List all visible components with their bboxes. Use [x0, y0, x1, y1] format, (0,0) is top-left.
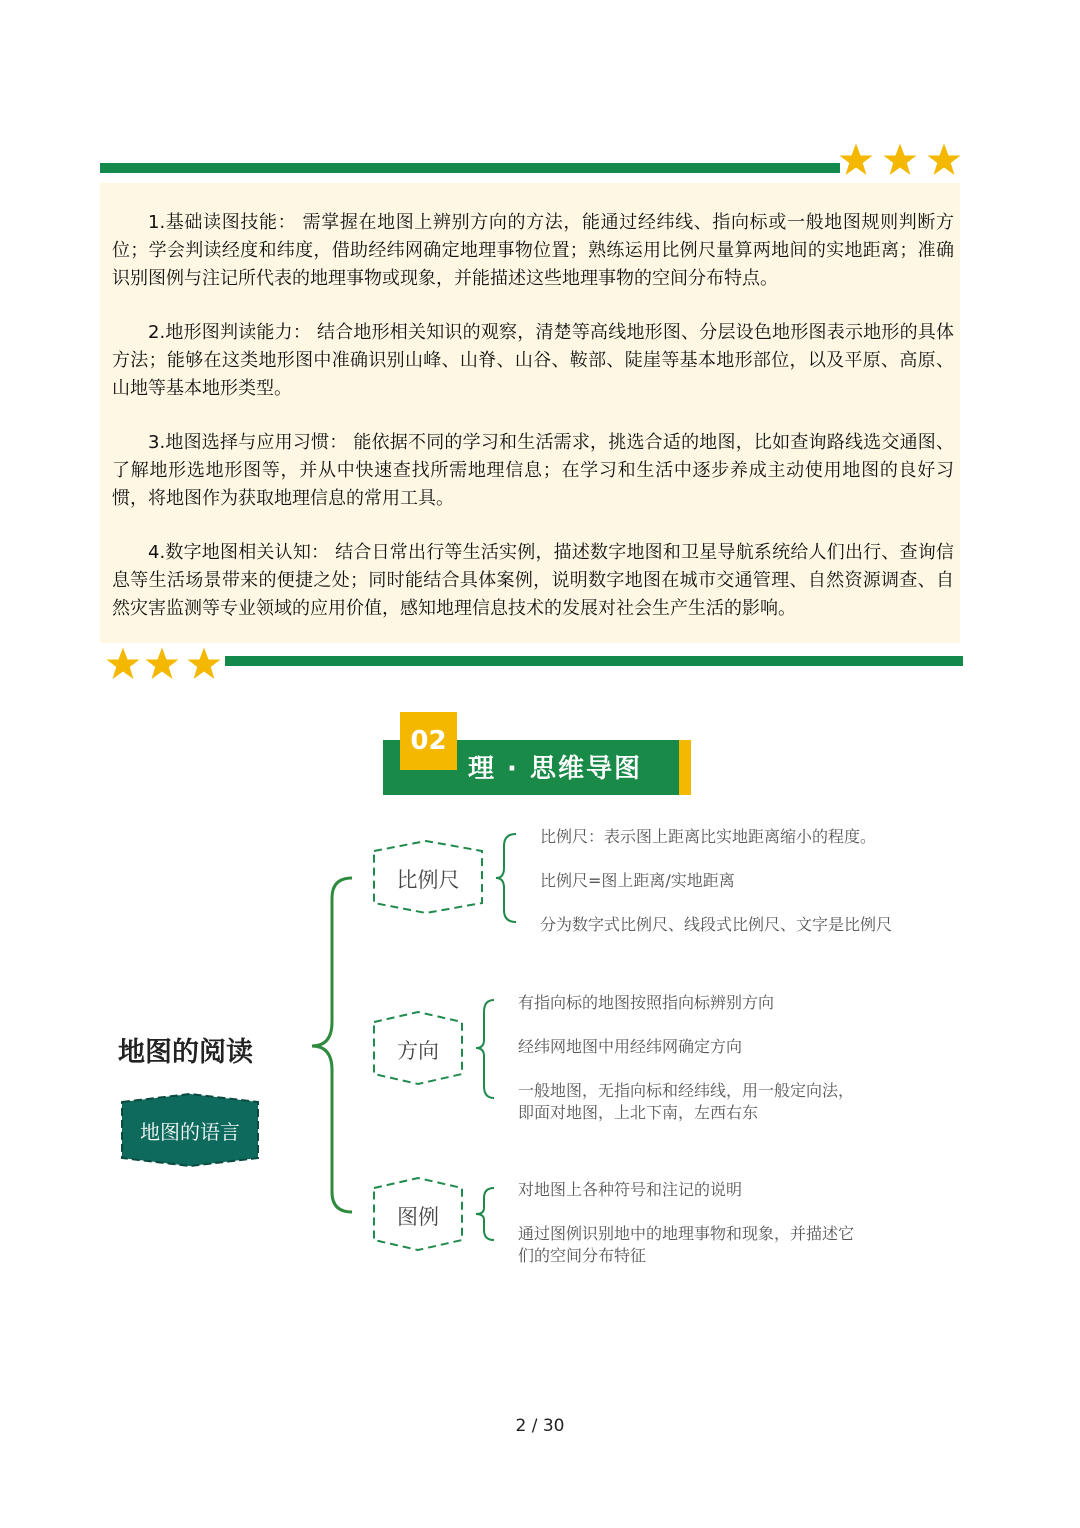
section-number: 02 [400, 712, 457, 770]
branch-item: 比例尺：表示图上距离比实地距离缩小的程度。 [540, 827, 877, 846]
objective-paragraph: 2.地形图判读能力： 结合地形相关知识的观察，清楚等高线地形图、分层设色地形图表示地形的具体方法；能够在这类地形图中准确识别山峰、山脊、山谷、鞍部、陡崖等基本地形部位，以及平原、高原、山地等基本地形类型。 [112, 322, 954, 399]
mindmap-tag: 地图的语言 [140, 1120, 240, 1144]
main-brace [312, 878, 352, 1212]
brace-legend [476, 1188, 494, 1240]
branch-item: 分为数字式比例尺、线段式比例尺、文字是比例尺 [540, 915, 893, 934]
objective-paragraph: 4.数字地图相关认知： 结合日常出行等生活实例，描述数字地图和卫星导航系统给人们出行、查询信息等生活场景带来的便捷之处；同时能结合具体案例，说明数字地图在城市交通管理、自然资源调查、自然灾害监测等专业领域的应用价值，感知地理信息技术的发展对社会生产生活的影响。 [112, 542, 954, 619]
brace-direction [476, 1000, 494, 1098]
branch-item: 通过图例识别地中的地理事物和现象，并描述它 [518, 1224, 855, 1243]
branch-item: 比例尺=图上距离/实地距离 [540, 871, 735, 890]
objective-paragraph: 3.地图选择与应用习惯： 能依据不同的学习和生活需求，挑选合适的地图，比如查询路线选交通图、了解地形选地形图等，并从中快速查找所需地理信息；在学习和生活中逐步养成主动使用地图的良好习惯，将地图作为获取地理信息的常用工具。 [112, 432, 954, 509]
brace-scale [496, 834, 516, 922]
branch-label-legend: 图例 [397, 1205, 439, 1229]
branch-item: 即面对地图，上北下南，左西右东 [518, 1103, 759, 1122]
branch-label-direction: 方向 [397, 1039, 439, 1063]
branch-label-scale: 比例尺 [396, 868, 460, 892]
branch-item: 们的空间分布特征 [518, 1246, 647, 1265]
mindmap-root: 地图的阅读 [118, 1037, 253, 1068]
section-title: 理 · 思维导图 [468, 754, 642, 784]
branch-item: 经纬网地图中用经纬网确定方向 [518, 1037, 743, 1056]
branch-item: 有指向标的地图按照指向标辨别方向 [518, 993, 775, 1012]
page-number: 2 / 30 [515, 1416, 565, 1436]
branch-item: 一般地图，无指向标和经纬线，用一般定向法， [518, 1081, 855, 1100]
branch-item: 对地图上各种符号和注记的说明 [518, 1180, 743, 1199]
objective-paragraph: 1.基础读图技能： 需掌握在地图上辨别方向的方法，能通过经纬线、指向标或一般地图规则判断方位；学会判读经度和纬度，借助经纬网确定地理事物位置；熟练运用比例尺量算两地间的实地距离；准确识别图例与注记所代表的地理事物或现象，并能描述这些地理事物的空间分布特点。 [112, 212, 954, 289]
